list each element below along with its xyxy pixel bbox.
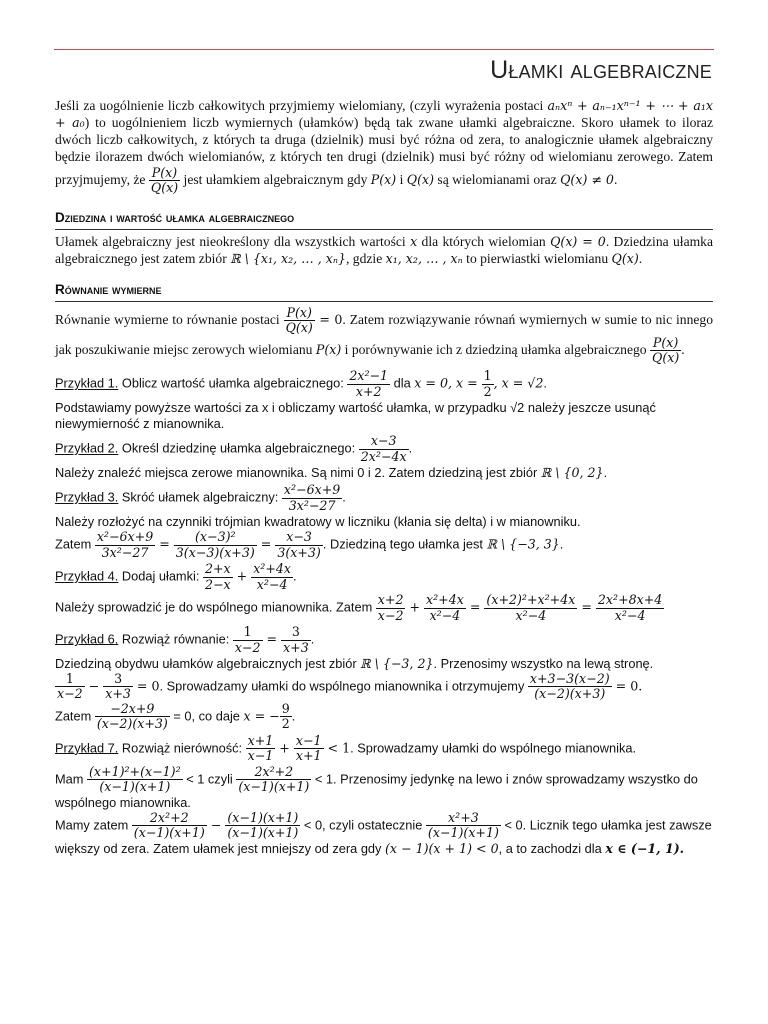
solution-text: < 1. Przenosimy jedynkę na lewo i znów sprowadzamy wszystko do wspólnego mianownika.: [55, 771, 698, 810]
fraction: [246, 734, 276, 764]
fraction-denominator: (x−1)(x+1): [238, 779, 310, 795]
fraction-denominator: 2−x: [204, 576, 231, 592]
fraction: [596, 593, 664, 623]
s2-text-d: .: [681, 341, 685, 357]
s1-text-b: dla których wielomian: [417, 233, 551, 249]
math-qx: Q(x): [611, 250, 639, 266]
math-px: P(x): [370, 172, 397, 188]
solution-text: Zatem: [55, 536, 95, 552]
header-rule: [54, 49, 714, 50]
s1-text-a: Ułamek algebraiczny jest nieokreślony dla wszystkich wartości: [55, 233, 411, 249]
solution-text: < 0, czyli ostatecznie: [300, 817, 426, 833]
fraction-denominator: (x−1)(x+1): [427, 825, 499, 841]
example-label: Przykład 7.: [55, 740, 119, 756]
fraction-denominator: x²−4: [515, 607, 547, 623]
fraction-numerator: (x−1)(x+1): [227, 809, 299, 825]
math-inequality: < 1: [323, 740, 351, 756]
document-body: [55, 98, 713, 857]
example-3-solution-line1: Należy rozłożyć na czynniki trójmian kwadratowy w liczniku (kłania się delta) i w mianowniku.: [55, 514, 581, 530]
example-label: Przykład 6.: [55, 631, 119, 647]
polynomial-formula: aₙxⁿ + aₙ₋₁xⁿ⁻¹ + ⋯ + a₁x + a₀: [55, 98, 713, 130]
example-text: dla: [390, 375, 415, 391]
solution-text: = 0, co daje: [169, 708, 244, 724]
fraction-numerator: x−1: [295, 732, 322, 748]
fraction-denominator: x+3: [105, 686, 131, 702]
fraction-denominator: 3x²−27: [101, 544, 149, 560]
fraction-numerator: (x−3)²: [174, 530, 257, 545]
math-inequality: (x − 1)(x + 1) < 0: [385, 840, 499, 856]
fraction-denominator: x²−4: [614, 607, 646, 623]
solution-text: Mam: [55, 771, 87, 787]
example-text: Oblicz wartość ułamka algebraicznego:: [118, 375, 348, 391]
fraction-numerator: 1: [55, 672, 85, 687]
example-text: Skróć ułamek algebraiczny:: [118, 489, 282, 505]
solution-text: . Sprowadzamy ułamki do wspólnego mianownika.: [350, 740, 637, 756]
fraction-numerator: P(x): [284, 306, 315, 321]
page-title: Ułamki algebraiczne: [490, 56, 712, 84]
punctuation: .: [603, 465, 608, 481]
fraction-numerator: (x+2)²+x²+4x: [486, 592, 576, 608]
fraction-numerator: x−3: [359, 434, 409, 449]
fraction-denominator: x−1: [247, 748, 274, 764]
fraction-numerator: P(x): [149, 166, 180, 181]
fraction-numerator: 9: [281, 700, 290, 716]
fraction-numerator: x+3−3(x−2): [529, 670, 610, 686]
example-7-solution-line1: [55, 765, 713, 811]
fraction-numerator: P(x): [650, 336, 681, 351]
punctuation: .: [291, 708, 296, 724]
fraction-numerator: 2+x: [204, 561, 231, 577]
intro-paragraph: [55, 98, 713, 196]
math-eq-zero: = 0: [132, 678, 160, 694]
fraction-denominator: Q(x): [652, 350, 680, 365]
example-1: [55, 369, 713, 399]
example-4: [55, 562, 713, 592]
fraction-numerator: x²+4x: [253, 561, 292, 577]
fraction-denominator: x²−4: [429, 607, 461, 623]
intro-text-e: są wielomianami oraz: [434, 172, 561, 188]
solution-text: Dziedziną obydwu ułamków algebraicznych jest zbiór: [55, 655, 361, 671]
fraction-numerator: x²−6x+9: [283, 482, 341, 498]
fraction-denominator: (x−2)(x+3): [534, 686, 606, 702]
fraction-denominator: x−2: [377, 607, 404, 623]
solution-text: . Sprowadzamy ułamki do wspólnego mianownika i otrzymujemy: [159, 678, 528, 694]
fraction: [251, 562, 293, 592]
math-domain-set: ℝ \ {x₁, x₂, … , xₙ}: [230, 250, 346, 266]
fraction-numerator: −2x+9: [95, 702, 170, 717]
example-1-solution: Podstawiamy powyższe wartości za x i obliczamy wartość ułamka, w przypadku √2 należy jeszcze usunąć niewymierność z mianownika.: [55, 400, 656, 432]
fraction: [528, 672, 612, 702]
punctuation: .: [342, 489, 346, 505]
math-eq-zero: = 0.: [611, 678, 643, 694]
math-roots: x₁, x₂, … , xₙ: [385, 250, 463, 266]
fraction: [236, 765, 311, 795]
math-eq: =: [256, 536, 276, 552]
punctuation: .: [408, 440, 413, 456]
fraction-denominator: x+2: [355, 383, 382, 399]
fraction-numerator: x²−6x+9: [96, 529, 154, 545]
punctuation: .: [293, 568, 297, 584]
fraction-denominator: (x−1)(x+1): [227, 825, 299, 841]
example-4-solution: [55, 593, 713, 623]
fraction-numerator: x²+4x: [426, 592, 464, 608]
fraction: [275, 530, 323, 560]
math-domain-set: ℝ \ {−3, 3}: [486, 536, 560, 552]
example-text: Określ dziedzinę ułamka algebraicznego:: [118, 440, 359, 456]
fraction: [484, 593, 577, 623]
fraction-denominator: x−2: [57, 686, 83, 702]
example-6: [55, 625, 713, 655]
math-condition: Q(x) ≠ 0: [560, 172, 614, 188]
punctuation: .: [559, 536, 564, 552]
fraction-numerator: 2x²+2: [236, 765, 311, 780]
s1-text-f: .: [638, 250, 643, 266]
intro-text-b: ) to uogólnieniem liczb wymiernych (ułamków) będą tak zwane ułamki algebraiczne. Skoro ułamek to iloraz dwóch liczb całkowitych, z których ta druga (dzielnik) musi być różna od zera, to analogicznie ułamek algebraiczny będzie ilorazem dwóch wielomianów, z których ten drugi (dzielnik) musi być różny od wielomianu zerowego. Zatem przyjmujemy, że: [55, 114, 713, 188]
fraction-numerator: x²+3: [426, 811, 501, 826]
example-label: Przykład 3.: [55, 489, 119, 505]
solution-text: < 1 czyli: [182, 771, 237, 787]
math-values: x = 0, x =: [414, 375, 482, 391]
example-7: [55, 734, 713, 764]
solution-text: Należy sprowadzić je do wspólnego mianownika. Zatem: [55, 599, 376, 615]
fraction: [359, 434, 409, 464]
fraction-denominator: x−2: [234, 639, 261, 655]
solution-text: Należy znaleźć miejsca zerowe mianownika. Są nimi 0 i 2. Zatem dziedziną jest zbiór: [55, 465, 541, 481]
intro-text-f: .: [613, 172, 618, 188]
fraction-half: [482, 369, 494, 399]
section-equation-paragraph: [55, 306, 713, 366]
s1-text-e: to pierwiastki wielomianu: [462, 250, 612, 266]
math-values: , x = √2: [493, 375, 544, 391]
fraction: [203, 562, 233, 592]
fraction-numerator: 2x²+8x+4: [597, 592, 663, 608]
math-eq: =: [262, 631, 282, 647]
example-label: Przykład 4.: [55, 568, 119, 584]
solution-text: Zatem: [55, 708, 95, 724]
s2-text-c: i porównywanie ich z dziedziną ułamka algebraicznego: [341, 341, 650, 357]
fraction-denominator: 2: [281, 716, 290, 732]
fraction-numerator: x−3: [275, 530, 323, 545]
fraction-denominator: (x−1)(x+1): [133, 825, 205, 841]
fraction-numerator: 1: [233, 625, 263, 640]
fraction: [282, 483, 342, 513]
fraction: [225, 811, 300, 841]
solution-text: , a to zachodzi dla: [498, 840, 606, 856]
fraction-denominator: 3(x−3)(x+3): [175, 544, 255, 560]
example-6-solution-line2: [55, 672, 713, 702]
solution-text: . Dziedziną tego ułamka jest: [322, 536, 487, 552]
fraction-numerator: 3: [103, 672, 133, 687]
section-heading-domain: Dziedzina i wartość ułamka algebraicznego: [55, 210, 713, 230]
fraction: [281, 625, 311, 655]
math-minus: −: [206, 817, 226, 833]
fraction: [233, 625, 263, 655]
math-px: P(x): [315, 341, 342, 357]
fraction-denominator: x²−4: [256, 576, 288, 592]
example-label: Przykład 2.: [55, 440, 119, 456]
fraction: [87, 765, 183, 795]
solution-text: . Przenosimy wszystko na lewą stronę.: [433, 655, 654, 671]
fraction-numerator: 2x²−1: [349, 368, 389, 384]
math-plus: +: [405, 599, 425, 615]
example-3-solution-line2: [55, 530, 713, 560]
section-heading-rational-equation: Równanie wymierne: [55, 282, 713, 302]
fraction-numerator: x+1: [247, 732, 274, 748]
fraction-denominator: Q(x): [150, 180, 179, 196]
example-2: [55, 434, 713, 464]
fraction: [280, 702, 292, 732]
fraction: [95, 702, 170, 732]
math-eq: =: [465, 599, 485, 615]
fraction-numerator: 3: [281, 625, 311, 640]
fraction-denominator: 3(x+3): [277, 544, 321, 560]
fraction: [103, 672, 133, 702]
solution-text: < 0. Licznik tego ułamka jest zawsze większy od zera. Zatem ułamek jest mniejszy od zera gdy: [55, 817, 712, 856]
fraction: [347, 369, 390, 399]
math-plus: +: [275, 740, 294, 756]
fraction-pq: [284, 306, 315, 336]
section-domain-paragraph: [55, 234, 713, 268]
fraction: [294, 734, 324, 764]
fraction-numerator: 2x²+2: [132, 811, 207, 826]
math-eq: =: [155, 536, 174, 552]
math-domain-set: ℝ \ {−3, 2}: [360, 655, 434, 671]
fraction: [426, 811, 501, 841]
example-label: Przykład 1.: [55, 375, 119, 391]
math-minus: −: [84, 678, 104, 694]
fraction: [95, 530, 155, 560]
example-6-solution-line1: [55, 656, 713, 672]
fraction-numerator: 1: [483, 368, 492, 384]
intro-text-c: jest ułamkiem algebraicznym gdy: [180, 172, 371, 188]
math-plus: +: [232, 568, 252, 584]
example-7-solution-line2: [55, 811, 713, 857]
math-qx: Q(x): [406, 172, 435, 188]
example-6-solution-line3: [55, 702, 713, 732]
intro-text-d: i: [396, 172, 407, 188]
fraction-denominator: Q(x): [285, 320, 313, 336]
punctuation: .: [310, 631, 315, 647]
s1-text-c: . Dziedzina ułamka algebraicznego jest zatem zbiór: [55, 233, 714, 266]
fraction: [174, 530, 257, 560]
fraction-denominator: 2: [483, 383, 492, 399]
math-interval: x ∈ (−1, 1).: [605, 840, 685, 856]
fraction-numerator: x+2: [377, 592, 404, 608]
s2-text-b: . Zatem rozwiązywanie równań wymiernych w sumie to nic innego jak poszukiwanie miejsc zerowych wielomianu: [55, 311, 714, 357]
s1-text-d: , gdzie: [346, 250, 386, 266]
fraction-denominator: x+1: [295, 748, 322, 764]
fraction: [376, 593, 406, 623]
fraction: [55, 672, 85, 702]
math-domain-set: ℝ \ {0, 2}: [540, 465, 604, 481]
fraction-pq: [149, 166, 180, 196]
punctuation: .: [543, 375, 547, 391]
fraction: [132, 811, 207, 841]
example-2-solution: [55, 465, 713, 481]
fraction-denominator: x+3: [283, 639, 309, 655]
fraction-pq: [650, 336, 681, 366]
math-result: x = −: [243, 708, 280, 724]
intro-text-a: Jeśli za uogólnienie liczb całkowitych przyjmiemy wielomiany, (czyli wyrażenia postaci: [55, 98, 548, 113]
fraction-denominator: (x−2)(x+3): [96, 716, 168, 732]
example-text: Rozwiąż równanie:: [118, 631, 233, 647]
math-x: x: [410, 233, 418, 249]
fraction-denominator: (x−1)(x+1): [99, 779, 171, 795]
example-text: Rozwiąż nierówność:: [118, 740, 246, 756]
fraction-denominator: 2x²−4x: [360, 448, 407, 464]
math-eq: =: [577, 599, 596, 615]
example-3: [55, 483, 713, 513]
fraction: [424, 593, 466, 623]
fraction-numerator: (x+1)²+(x−1)²: [89, 763, 181, 779]
solution-text: Mamy zatem: [55, 817, 132, 833]
fraction-denominator: 3x²−27: [288, 497, 336, 513]
example-text: Dodaj ułamki:: [118, 568, 203, 584]
math-eq-zero: = 0: [314, 311, 343, 327]
math-q-zero: Q(x) = 0: [550, 233, 606, 249]
s2-text-a: Równanie wymierne to równanie postaci: [55, 311, 284, 327]
